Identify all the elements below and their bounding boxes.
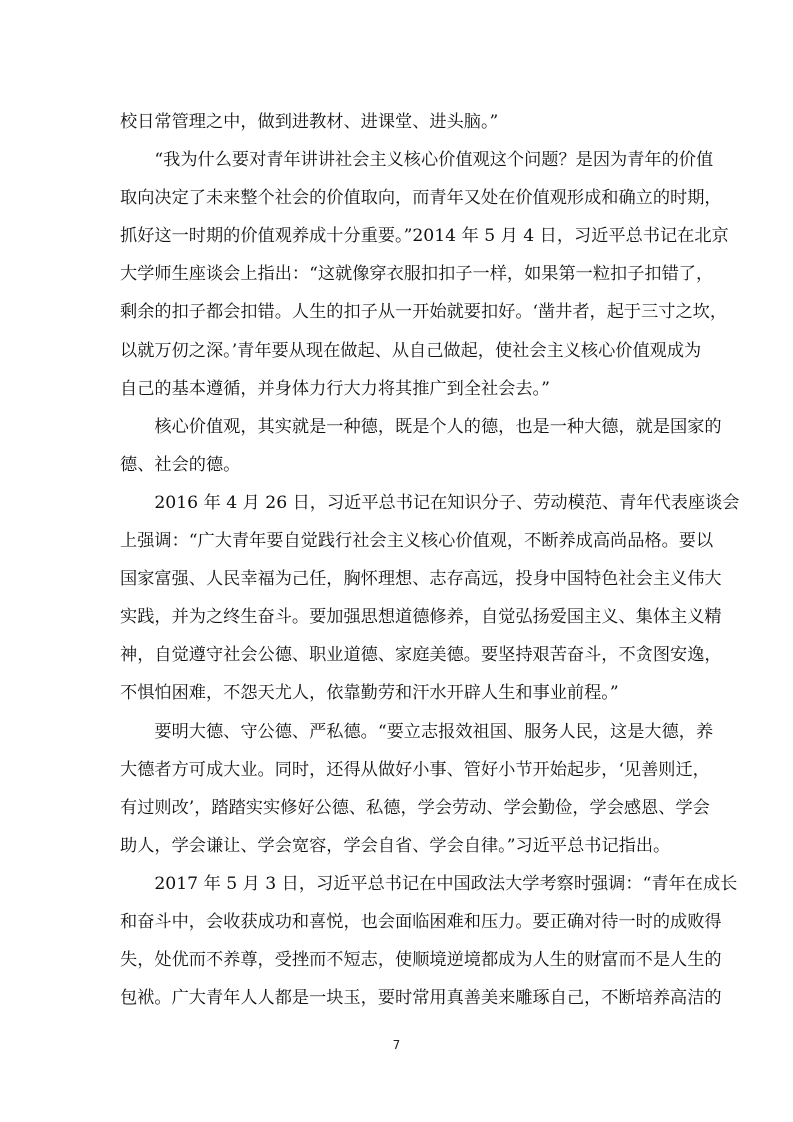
text-line: 助人，学会谦让、学会宽容，学会自省、学会自律。”习近平总书记指出。 bbox=[120, 835, 671, 856]
text-line: 2017 年 5 月 3 日，习近平总书记在中国政法大学考察时强调：“青年在成长 bbox=[120, 873, 738, 894]
text-line: 大德者方可成大业。同时，还得从做好小事、管好小节开始起步，‘见善则迁， bbox=[120, 759, 710, 780]
text-line: 国家富强、人民幸福为己任，胸怀理想、志存高远，投身中国特色社会主义伟大 bbox=[120, 569, 722, 590]
paragraph bbox=[120, 713, 714, 865]
text-line: 大学师生座谈会上指出：“这就像穿衣服扣扣子一样，如果第一粒扣子扣错了， bbox=[120, 264, 714, 285]
text-line: 2016 年 4 月 26 日，习近平总书记在知识分子、劳动模范、青年代表座谈会 bbox=[120, 492, 740, 513]
paragraph bbox=[120, 408, 722, 484]
page-number: 7 bbox=[392, 1038, 401, 1052]
text-line: 要明大德、守公德、严私德。“要立志报效祖国、服务人民，这是大德，养 bbox=[120, 721, 714, 742]
text-line: 失，处优而不养尊，受挫而不短志，使顺境逆境都成为人生的财富而不是人生的 bbox=[120, 950, 722, 971]
text-line: 神，自觉遵守社会公德、职业道德、家庭美德。要坚持艰苦奋斗，不贪图安逸， bbox=[120, 645, 722, 666]
paragraph bbox=[120, 141, 729, 408]
text-line: 实践，并为之终生奋斗。要加强思想道德修养，自觉弘扬爱国主义、集体主义精 bbox=[120, 607, 722, 628]
text-line: 剩余的扣子都会扣错。人生的扣子从一开始就要扣好。‘凿井者，起于三寸之坎， bbox=[120, 302, 728, 323]
text-line: 抓好这一时期的价值观养成十分重要。”2014 年 5 月 4 日，习近平总书记在北京 bbox=[120, 226, 729, 247]
text-line: 包袱。广大青年人人都是一块玉，要时常用真善美来雕琢自己，不断培养高洁的 bbox=[120, 988, 722, 1009]
paragraph bbox=[120, 484, 740, 713]
text-line: 校日常管理之中，做到进教材、进课堂、进头脑。” bbox=[120, 112, 499, 132]
text-line: 以就万仞之深。’青年要从现在做起、从自己做起，使社会主义核心价值观成为 bbox=[120, 340, 702, 361]
paragraph bbox=[120, 103, 676, 141]
text-line: 和奋斗中，会收获成功和喜悦，也会面临困难和压力。要正确对待一时的成败得 bbox=[120, 911, 722, 932]
text-line: 德、社会的德。 bbox=[120, 454, 241, 475]
text-line: 有过则改’，踏踏实实修好公德、私德，学会劳动、学会勤俭，学会感恩、学会 bbox=[120, 797, 710, 818]
text-line: 取向决定了未来整个社会的价值取向，而青年又处在价值观形成和确立的时期， bbox=[120, 188, 722, 209]
text-line: 不惧怕困难，不怨天尤人，依靠勤劳和汗水开辟人生和事业前程。” bbox=[120, 683, 619, 704]
text-line: 上强调：“广大青年要自觉践行社会主义核心价值观，不断养成高尚品格。要以 bbox=[120, 531, 714, 552]
body-text bbox=[120, 103, 740, 1017]
text-line: “我为什么要对青年讲讲社会主义核心价值观这个问题？是因为青年的价值 bbox=[120, 150, 714, 171]
text-line: 核心价值观，其实就是一种德，既是个人的德，也是一种大德，就是国家的 bbox=[120, 416, 722, 437]
paragraph bbox=[120, 865, 738, 1017]
text-line: 自己的基本遵循，并身体力行大力将其推广到全社会去。” bbox=[120, 378, 550, 399]
